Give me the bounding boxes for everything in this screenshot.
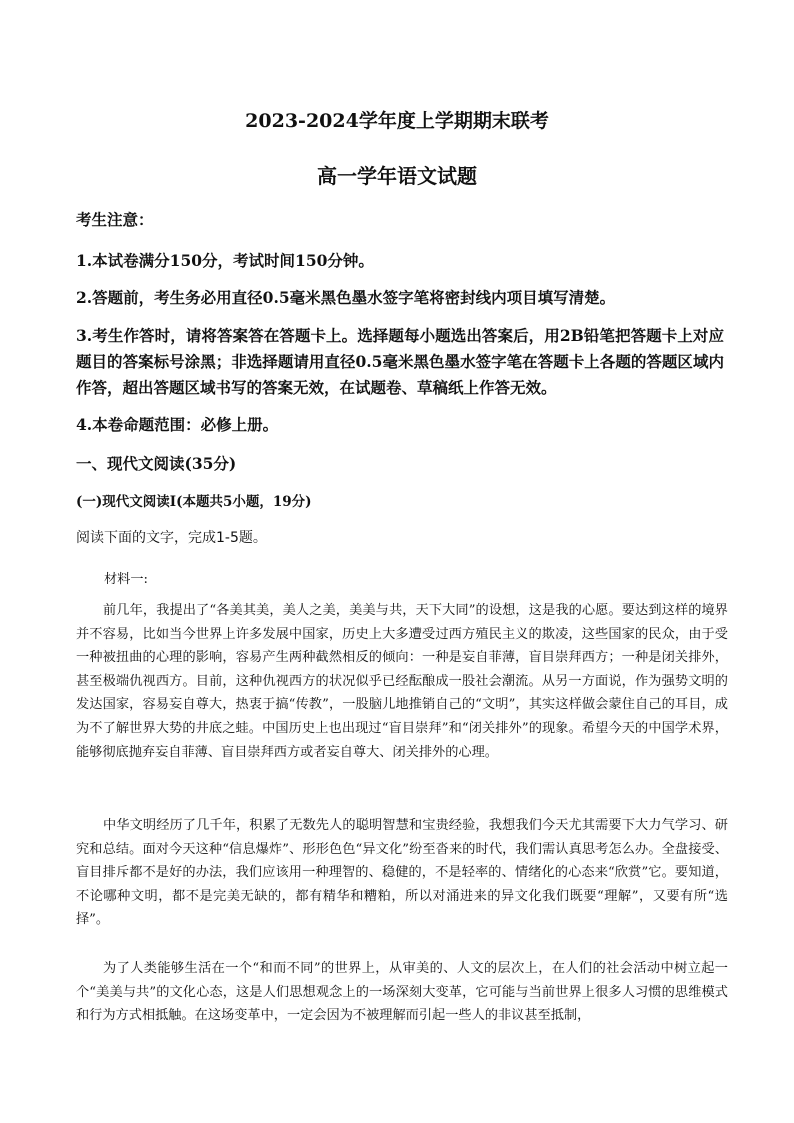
- exam-title: 2023-2024学年度上学期期末联考: [245, 110, 549, 132]
- section-subheading: (一)现代文阅读Ⅰ(本题共5小题，19分): [76, 494, 312, 510]
- section-heading: 一、现代文阅读(35分): [76, 454, 237, 473]
- notice-item-4: 4.本卷命题范围：必修上册。: [76, 415, 279, 434]
- notice-item-2: 2.答题前，考生务必用直径0.5毫米黑色墨水签字笔将密封线内项目填写清楚。: [76, 288, 616, 307]
- material-paragraph-1: 前几年，我提出了“各美其美，美人之美，美美与共，天下大同”的设想，这是我的心愿。要达到这样的境界并不容易，比如当今世界上许多发展中国家，历史上大多遭受过西方殖民主义的欺凌，这些国家的民众，由于受一种被扭曲的心理的影响，容易产生两种截然相反的倾向：一种是妄自菲薄，盲目崇拜西方；一种是闭关排外，甚至极端仇视西方。目前，这种仇视西方的状况似乎已经酝酿成一股社会潮流。从另一方面说，作为强势文明的发达国家，容易妄自尊大，热衷于搞“传教”，一股脑儿地推销自己的“文明”，其实这样做会蒙住自己的耳目，成为不了解世界大势的井底之蛙。中国历史上也出现过“盲目崇拜”和“闭关排外”的现象。希望今天的中国学术界，能够彻底抛弃妄自菲薄、盲目崇拜西方或者妄自尊大、闭关排外的心理。: [76, 603, 728, 760]
- material-paragraph-2: 中华文明经历了几千年，积累了无数先人的聪明智慧和宝贵经验，我想我们今天尤其需要下大力气学习、研究和总结。面对今天这种“信息爆炸”、形形色色“异文化”纷至沓来的时代，我们需认真思考怎么办。全盘接受、盲目排斥都不是好的办法，我们应该用一种理智的、稳健的，不是轻率的、情绪化的心态来“欣赏”它。要知道，不论哪种文明，都不是完美无缺的，都有精华和糟粕，所以对涌进来的异文化我们既要“理解”，又要有所“选择”。: [76, 818, 728, 928]
- notice-item-3: 3.考生作答时，请将答案答在答题卡上。选择题每小题选出答案后，用2B铅笔把答题卡上对应题目的答案标号涂黑；非选择题请用直径0.5毫米黑色墨水签字笔在答题卡上各题的答题区域内作答，超出答题区域书写的答案无效，在试题卷、草稿纸上作答无效。: [76, 326, 724, 397]
- reading-instruction: 阅读下面的文字，完成1-5题。: [76, 530, 267, 546]
- exam-subtitle: 高一学年语文试题: [317, 164, 477, 188]
- notice-item-1: 1.本试卷满分150分，考试时间150分钟。: [76, 251, 374, 270]
- notice-heading: 考生注意：: [76, 210, 154, 229]
- material-label: 材料一:: [104, 572, 149, 587]
- material-paragraph-3: 为了人类能够生活在一个“和而不同”的世界上，从审美的、人文的层次上，在人们的社会活动中树立起一个“美美与共”的文化心态，这是人们思想观念上的一场深刻大变革，它可能与当前世界上很多人习惯的思维模式和行为方式相抵触。在这场变革中，一定会因为不被理解而引起一些人的非议甚至抵制，: [76, 961, 728, 1024]
